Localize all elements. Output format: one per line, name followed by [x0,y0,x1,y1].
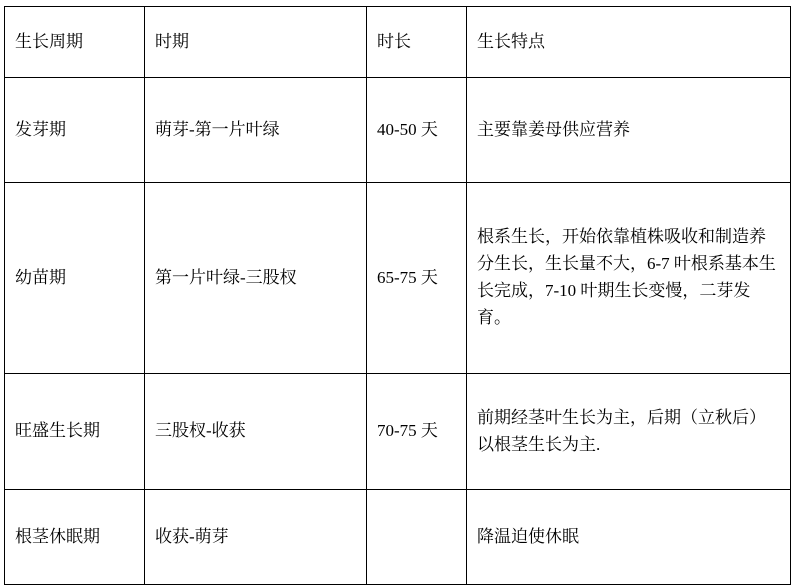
cell-period: 第一片叶绿-三股杈 [145,183,367,374]
column-header-features: 生长特点 [467,7,791,78]
table-row [5,78,791,183]
cell-period: 收获-萌芽 [145,490,367,585]
cell-duration: 65-75 天 [367,183,467,374]
cell-period: 萌芽-第一片叶绿 [145,78,367,183]
table-row [5,374,791,490]
cell-cycle: 根茎休眠期 [5,490,145,585]
cell-features: 前期经茎叶生长为主，后期（立秋后）以根茎生长为主. [467,374,791,490]
column-header-duration: 时长 [367,7,467,78]
cell-cycle: 旺盛生长期 [5,374,145,490]
column-header-cycle: 生长周期 [5,7,145,78]
table-row [5,183,791,374]
cell-features: 根系生长，开始依靠植株吸收和制造养分生长，生长量不大，6-7 叶根系基本生长完成，7-10 叶期生长变慢，二芽发育。 [467,183,791,374]
table-body [5,78,791,585]
cell-cycle: 幼苗期 [5,183,145,374]
cell-duration: 40-50 天 [367,78,467,183]
cell-features: 主要靠姜母供应营养 [467,78,791,183]
document-page [0,6,800,545]
cell-features: 降温迫使休眠 [467,490,791,585]
column-header-period: 时期 [145,7,367,78]
table-header-row [5,7,791,78]
cell-duration [367,490,467,585]
cell-duration: 70-75 天 [367,374,467,490]
cell-cycle: 发芽期 [5,78,145,183]
table-header [5,7,791,78]
growth-cycle-table [4,6,791,585]
table-row [5,490,791,585]
cell-period: 三股杈-收获 [145,374,367,490]
